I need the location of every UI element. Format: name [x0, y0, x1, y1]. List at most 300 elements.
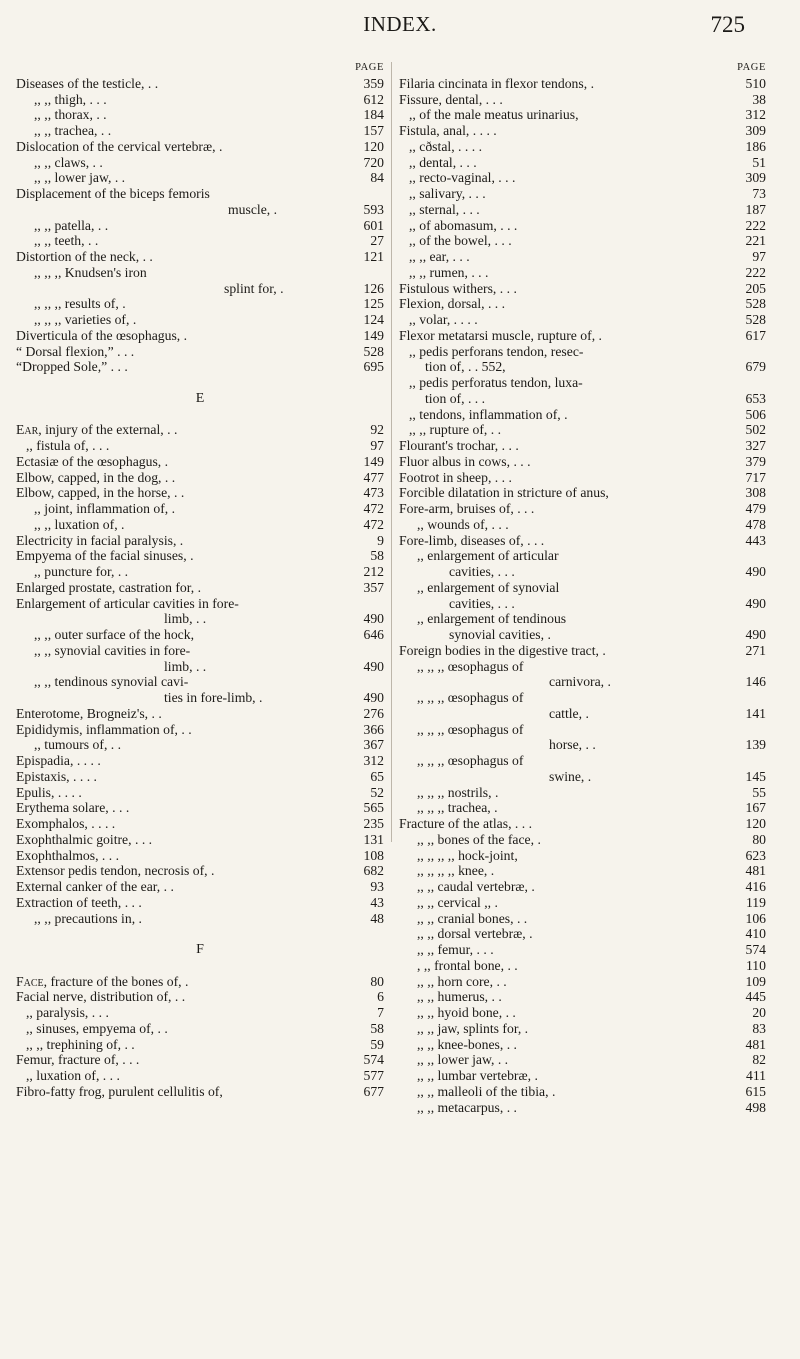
- entry-page-number: 80: [752, 831, 766, 847]
- index-entry: [399, 170, 766, 186]
- entry-page-number: 73: [752, 186, 766, 201]
- entry-text: Fluor albus in cows, . . .: [399, 453, 531, 469]
- entry-text: ,, puncture for, . .: [34, 564, 129, 579]
- entry-text: Electricity in facial paralysis, .: [16, 532, 184, 548]
- entry-page-number: 615: [745, 1083, 766, 1099]
- entry-page-number: 473: [363, 485, 384, 501]
- entry-text: ,, ,, ,, œsophagus of: [417, 721, 524, 737]
- index-entry: [16, 690, 384, 706]
- entry-text: Flexion, dorsal, . . .: [399, 296, 506, 312]
- index-entry: [399, 753, 766, 769]
- entry-text: ,, ,, synovial cavities in fore-: [34, 642, 191, 658]
- entry-page-number: 481: [745, 863, 766, 879]
- index-entry: [399, 375, 766, 391]
- index-entry: [399, 1021, 766, 1037]
- entry-text: ,, ,, bones of the face, .: [417, 831, 541, 847]
- entry-page-number: 510: [745, 75, 766, 91]
- index-entry: [399, 627, 766, 643]
- index-entry: [16, 643, 384, 659]
- index-entry: [399, 202, 766, 218]
- entry-page-number: 646: [363, 627, 384, 642]
- entry-page-number: 59: [370, 1036, 384, 1052]
- index-entry: [399, 580, 766, 596]
- entry-page-number: 477: [363, 469, 384, 485]
- entry-page-number: 93: [370, 879, 384, 894]
- entry-page-number: 577: [363, 1068, 384, 1083]
- entry-text: ,, ,, humerus, . .: [417, 989, 502, 1005]
- entry-text: ,, ,, claws, . .: [34, 154, 103, 170]
- index-entry: [16, 1021, 384, 1037]
- entry-page-number: 55: [752, 784, 766, 800]
- index-entry: [16, 785, 384, 801]
- entry-text: ,, enlargement of synovial: [417, 579, 560, 595]
- entry-page-number: 445: [745, 989, 766, 1005]
- index-entry: [16, 848, 384, 864]
- entry-text: ,, ,, ,, varieties of, .: [34, 312, 137, 327]
- index-entry: [16, 233, 384, 249]
- index-entry: [16, 485, 384, 501]
- entry-text: ,, of abomasum, . . .: [409, 217, 518, 233]
- entry-text: Distortion of the neck, . .: [16, 249, 153, 264]
- entry-text: Elbow, capped, in the dog, . .: [16, 469, 176, 485]
- entry-text: Femur, fracture of, . . .: [16, 1052, 140, 1068]
- entry-page-number: 490: [745, 595, 766, 611]
- entry-text: Foreign bodies in the digestive tract, .: [399, 642, 606, 658]
- index-entry: [399, 564, 766, 580]
- index-entry: [16, 596, 384, 612]
- index-entry: [399, 438, 766, 454]
- entry-page-number: 51: [752, 154, 766, 170]
- entry-page-number: 106: [745, 910, 766, 926]
- entry-text: ,, ,, ,, œsophagus of: [417, 658, 524, 674]
- entry-text: Empyema of the facial sinuses, .: [16, 548, 194, 564]
- entry-page-number: 167: [745, 800, 766, 816]
- index-entry: [399, 186, 766, 202]
- entry-text: ,, ,, ,, nostrils, .: [417, 784, 499, 800]
- index-entry: [16, 359, 384, 375]
- index-entry: [16, 911, 384, 927]
- entry-text: limb, . .: [164, 658, 207, 674]
- entry-page-number: 490: [363, 611, 384, 627]
- entry-text: Enterotome, Brogneiz's, . .: [16, 705, 162, 721]
- entry-page-number: 145: [745, 768, 766, 784]
- entry-text: Face, fracture of the bones of, .: [16, 973, 189, 989]
- entry-page-number: 490: [363, 658, 384, 674]
- entry-text: ,, ,, precautions in, .: [34, 910, 142, 926]
- index-column-left: [16, 60, 384, 1100]
- index-entry: [399, 879, 766, 895]
- entry-page-number: 65: [370, 768, 384, 784]
- blank-line: [16, 926, 384, 942]
- entry-page-number: 108: [363, 847, 384, 863]
- entry-text: ,, ,, thigh, . . .: [34, 91, 107, 107]
- entry-page-number: 308: [745, 485, 766, 501]
- index-entry: [16, 438, 384, 454]
- index-entry: [16, 659, 384, 675]
- entry-page-number: 479: [745, 501, 766, 516]
- entry-page-number: 720: [363, 154, 384, 170]
- entry-page-number: 502: [745, 422, 766, 438]
- index-entry: [399, 123, 766, 139]
- entry-text: ,, ,, cranial bones, . .: [417, 910, 528, 926]
- entry-text: ,, recto-vaginal, . . .: [409, 170, 516, 186]
- index-entry: [399, 139, 766, 155]
- index-entry: [399, 611, 766, 627]
- entry-page-number: 677: [363, 1083, 384, 1099]
- entry-page-number: 109: [745, 973, 766, 989]
- entry-text: ,, ,, hyoid bone, . .: [417, 1005, 516, 1020]
- entry-text: splint for, .: [224, 280, 284, 296]
- index-entry: [16, 611, 384, 627]
- page-column-heading: [399, 60, 766, 76]
- entry-text: Flourant's trochar, . . .: [399, 438, 519, 453]
- entry-page-number: 92: [370, 422, 384, 438]
- page-heading-label: PAGE: [737, 62, 766, 73]
- entry-page-number: 205: [745, 280, 766, 296]
- entry-page-number: 679: [745, 359, 766, 375]
- entry-page-number: 20: [752, 1005, 766, 1020]
- page-heading-label: PAGE: [355, 62, 384, 73]
- entry-text: ,, ,, trachea, . .: [34, 123, 112, 138]
- entry-text: ,, sternal, . . .: [409, 201, 480, 217]
- index-entry: [399, 92, 766, 108]
- entry-page-number: 528: [745, 312, 766, 327]
- entry-text: Epulis, . . . .: [16, 784, 82, 800]
- entry-page-number: 271: [745, 642, 766, 658]
- entry-text: ,, ,, caudal vertebræ, .: [417, 879, 535, 894]
- entry-text: ,, ,, jaw, splints for, .: [417, 1020, 529, 1036]
- entry-text: ,, ,, lower jaw, . .: [34, 170, 126, 186]
- entry-page-number: 490: [363, 690, 384, 705]
- index-entry: [399, 690, 766, 706]
- entry-page-number: 366: [363, 721, 384, 737]
- index-entry: [16, 202, 384, 218]
- index-entry: [399, 1084, 766, 1100]
- entry-page-number: 411: [745, 1068, 766, 1083]
- index-entry: [16, 974, 384, 990]
- index-entry: [16, 218, 384, 234]
- entry-page-number: 612: [363, 91, 384, 107]
- index-entry: [16, 769, 384, 785]
- entry-page-number: 119: [745, 894, 766, 910]
- entry-text: ,, ,, luxation of, .: [34, 516, 125, 532]
- index-entry: [399, 249, 766, 265]
- index-entry: [16, 517, 384, 533]
- entry-text: Displacement of the biceps femoris: [16, 186, 210, 201]
- entry-page-number: 212: [363, 564, 384, 579]
- index-entry: [399, 1100, 766, 1116]
- entry-page-number: 43: [370, 894, 384, 910]
- entry-page-number: 9: [377, 532, 384, 548]
- entry-text: tion of, . . 552,: [425, 359, 506, 375]
- index-entry: [399, 501, 766, 517]
- entry-text: Exophthalmos, . . .: [16, 847, 120, 863]
- index-entry: [399, 407, 766, 423]
- entry-page-number: 126: [363, 280, 384, 296]
- entry-text: Epispadia, . . . .: [16, 753, 101, 768]
- entry-page-number: 565: [363, 800, 384, 816]
- index-entry: [399, 517, 766, 533]
- entry-text: cavities, . . .: [449, 595, 515, 611]
- entry-page-number: 528: [745, 296, 766, 312]
- entry-page-number: 574: [745, 942, 766, 957]
- entry-text: ties in fore-limb, .: [164, 690, 263, 705]
- index-entry: [16, 863, 384, 879]
- entry-page-number: 490: [745, 627, 766, 642]
- index-entry: [16, 186, 384, 202]
- entry-text: ,, ,, horn core, . .: [417, 973, 507, 989]
- entry-text: ,, ,, teeth, . .: [34, 233, 99, 249]
- page-column-heading: [16, 60, 384, 76]
- entry-text: ,, ,, ,, ,, hock-joint,: [417, 847, 518, 863]
- entry-page-number: 38: [752, 91, 766, 107]
- entry-text: ,, ,, outer surface of the hock,: [34, 627, 195, 642]
- index-entry: [16, 895, 384, 911]
- index-entry: [399, 422, 766, 438]
- entry-text: ,, ,, tendinous synovial cavi-: [34, 674, 189, 690]
- entry-page-number: 443: [745, 532, 766, 548]
- entry-page-number: 139: [745, 737, 766, 753]
- entry-text: ,, cðstal, . . . .: [409, 138, 482, 154]
- entry-text: ,, sinuses, empyema of, . .: [26, 1020, 168, 1036]
- section-letter: [16, 942, 384, 958]
- entry-page-number: 717: [745, 469, 766, 485]
- entry-page-number: 593: [363, 201, 384, 217]
- index-entry: [399, 265, 766, 281]
- entry-text: Fore-arm, bruises of, . . .: [399, 501, 535, 516]
- index-entry: [16, 139, 384, 155]
- section-letter-text: F: [196, 942, 204, 957]
- entry-text: Diverticula of the œsophagus, .: [16, 327, 188, 343]
- entry-text: cavities, . . .: [449, 564, 515, 579]
- index-entry: [399, 1052, 766, 1068]
- index-entry: [16, 1068, 384, 1084]
- entry-text: Epididymis, inflammation of, . .: [16, 721, 192, 737]
- index-entry: [399, 328, 766, 344]
- index-entry: [399, 155, 766, 171]
- entry-page-number: 121: [363, 249, 384, 264]
- index-entry: [16, 170, 384, 186]
- entry-text: limb, . .: [164, 611, 207, 627]
- entry-page-number: 312: [363, 753, 384, 768]
- entry-text: Facial nerve, distribution of, . .: [16, 989, 186, 1005]
- entry-page-number: 58: [370, 548, 384, 564]
- index-entry: [399, 218, 766, 234]
- entry-text: “ Dorsal flexion,” . . .: [16, 343, 135, 359]
- entry-text: Enlargement of articular cavities in fore-: [16, 595, 239, 611]
- index-entry: [16, 879, 384, 895]
- entry-page-number: 48: [370, 910, 384, 926]
- entry-text: ,, tumours of, . .: [34, 737, 122, 753]
- entry-page-number: 601: [363, 217, 384, 233]
- entry-text: ,, ,, ,, Knudsen's iron: [34, 264, 147, 280]
- entry-page-number: 222: [745, 217, 766, 233]
- entry-page-number: 149: [363, 327, 384, 343]
- entry-text: ,, of the bowel, . . .: [409, 233, 512, 249]
- entry-text: ,, ,, rupture of, . .: [409, 422, 501, 438]
- index-entry: [16, 312, 384, 328]
- section-letter-text: E: [195, 390, 205, 406]
- entry-text: Fissure, dental, . . .: [399, 91, 503, 107]
- index-entry: [399, 76, 766, 92]
- section-letter: [16, 391, 384, 407]
- index-entry: [399, 1068, 766, 1084]
- entry-page-number: 312: [745, 107, 766, 123]
- index-entry: [16, 501, 384, 517]
- index-entry: [16, 564, 384, 580]
- entry-page-number: 359: [363, 75, 384, 91]
- index-entry: [16, 1005, 384, 1021]
- entry-text: ,, ,, malleoli of the tibia, .: [417, 1083, 556, 1099]
- index-entry: [16, 832, 384, 848]
- entry-page-number: 498: [745, 1099, 766, 1115]
- entry-page-number: 149: [363, 453, 384, 469]
- entry-page-number: 131: [363, 831, 384, 847]
- entry-page-number: 653: [745, 390, 766, 406]
- index-entry: [399, 769, 766, 785]
- index-entry: [399, 974, 766, 990]
- entry-text: ,, volar, . . . .: [409, 312, 478, 327]
- entry-text: Ear, injury of the external, . .: [16, 422, 178, 438]
- index-entry: [399, 816, 766, 832]
- entry-page-number: 367: [363, 737, 384, 753]
- entry-page-number: 58: [370, 1020, 384, 1036]
- entry-text: , ,, frontal bone, . .: [417, 957, 518, 973]
- entry-text: ,, ,, rumen, . . .: [409, 264, 489, 280]
- index-entry: [16, 580, 384, 596]
- index-entry: [399, 1037, 766, 1053]
- entry-text: Dislocation of the cervical vertebræ, .: [16, 138, 223, 154]
- index-entry: [16, 548, 384, 564]
- entry-text: Extraction of teeth, . . .: [16, 894, 142, 910]
- index-entry: [399, 470, 766, 486]
- index-entry: [16, 155, 384, 171]
- entry-text: cattle, .: [549, 705, 589, 721]
- entry-text: ,, ,, ,, trachea, .: [417, 800, 498, 816]
- index-entry: [16, 706, 384, 722]
- entry-page-number: 379: [745, 453, 766, 469]
- index-entry: [16, 265, 384, 281]
- entry-text: Fore-limb, diseases of, . . .: [399, 532, 545, 548]
- index-entry: [16, 249, 384, 265]
- entry-text: Fistula, anal, . . . .: [399, 123, 497, 138]
- entry-text: ,, ,, lower jaw, . .: [417, 1052, 509, 1068]
- entry-page-number: 6: [377, 989, 384, 1005]
- entry-page-number: 221: [745, 233, 766, 249]
- index-entry: [16, 1084, 384, 1100]
- entry-text: tion of, . . .: [425, 390, 486, 406]
- entry-page-number: 141: [745, 705, 766, 721]
- index-entry: [16, 1037, 384, 1053]
- index-entry: [16, 296, 384, 312]
- index-entry: [16, 107, 384, 123]
- entry-text: ,, salivary, . . .: [409, 186, 486, 201]
- entry-page-number: 623: [745, 847, 766, 863]
- entry-text: ,, ,, patella, . .: [34, 217, 109, 233]
- entry-text: Fistulous withers, . . .: [399, 280, 517, 296]
- page-number: 725: [710, 12, 745, 37]
- index-entry: [399, 359, 766, 375]
- entry-text: “Dropped Sole,” . . .: [16, 359, 128, 375]
- index-entry: [399, 107, 766, 123]
- index-entry: [16, 627, 384, 643]
- entry-text: synovial cavities, .: [449, 627, 551, 642]
- entry-page-number: 146: [745, 674, 766, 690]
- entry-page-number: 472: [363, 516, 384, 532]
- index-entry: [16, 800, 384, 816]
- entry-text: ,, ,, dorsal vertebræ, .: [417, 926, 533, 942]
- index-entry: [399, 344, 766, 360]
- entry-page-number: 416: [745, 879, 766, 894]
- column-divider: [391, 62, 392, 842]
- entry-page-number: 478: [745, 516, 766, 532]
- entry-text: Flexor metatarsi muscle, rupture of, .: [399, 327, 602, 343]
- entry-text: ,, ,, metacarpus, . .: [417, 1099, 517, 1115]
- entry-page-number: 187: [745, 201, 766, 217]
- entry-page-number: 410: [745, 926, 766, 942]
- entry-page-number: 97: [370, 438, 384, 453]
- entry-page-number: 682: [363, 863, 384, 879]
- index-entry: [399, 722, 766, 738]
- entry-text: Exophthalmic goitre, . . .: [16, 831, 153, 847]
- entry-text: Forcible dilatation in stricture of anus,: [399, 485, 609, 501]
- entry-text: External canker of the ear, . .: [16, 879, 174, 894]
- entry-text: ,, ,, knee-bones, . .: [417, 1036, 517, 1052]
- entry-text: ,, ,, ,, œsophagus of: [417, 690, 524, 705]
- index-entry: [399, 281, 766, 297]
- entry-text: horse, . .: [549, 737, 596, 753]
- entry-text: ,, ,, ,, results of, .: [34, 296, 126, 312]
- entry-page-number: 157: [363, 123, 384, 138]
- entry-page-number: 84: [370, 170, 384, 186]
- index-entry: [399, 454, 766, 470]
- entry-text: muscle, .: [228, 201, 278, 217]
- entry-text: Exomphalos, . . . .: [16, 816, 116, 831]
- entry-text: ,, wounds of, . . .: [417, 516, 509, 532]
- index-entry: [16, 123, 384, 139]
- index-entry: [399, 863, 766, 879]
- index-entry: [16, 722, 384, 738]
- entry-text: ,, ,, cervical ,, .: [417, 894, 498, 910]
- entry-text: ,, ,, ,, œsophagus of: [417, 753, 524, 768]
- entry-page-number: 276: [363, 705, 384, 721]
- entry-text: ,, luxation of, . . .: [26, 1068, 120, 1083]
- entry-text: Filaria cincinata in flexor tendons, .: [399, 75, 594, 91]
- entry-text: Fibro-fatty frog, purulent cellulitis of,: [16, 1083, 223, 1099]
- entry-text: ,, dental, . . .: [409, 154, 477, 170]
- index-entry: [399, 832, 766, 848]
- entry-text: Epistaxis, . . . .: [16, 768, 97, 784]
- entry-text: ,, ,, ,, ,, knee, .: [417, 863, 495, 879]
- entry-text: Footrot in sheep, . . .: [399, 469, 512, 485]
- entry-text: ,, ,, lumbar vertebræ, .: [417, 1068, 538, 1083]
- index-entry: [16, 344, 384, 360]
- index-entry: [399, 312, 766, 328]
- entry-page-number: 490: [745, 564, 766, 579]
- entry-text: carnivora, .: [549, 674, 611, 690]
- entry-page-number: 80: [370, 973, 384, 989]
- entry-page-number: 617: [745, 327, 766, 343]
- entry-page-number: 52: [370, 784, 384, 800]
- index-entry: [16, 1052, 384, 1068]
- index-entry: [399, 643, 766, 659]
- entry-page-number: 528: [363, 343, 384, 359]
- entry-page-number: 222: [745, 264, 766, 280]
- entry-page-number: 110: [745, 957, 766, 973]
- blank-line: [16, 375, 384, 391]
- index-entry: [399, 296, 766, 312]
- entry-page-number: 327: [745, 438, 766, 453]
